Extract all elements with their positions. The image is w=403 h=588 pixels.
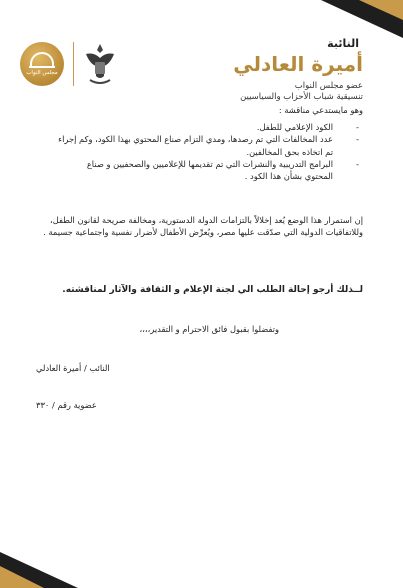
list-item: - عدد المخالفات التي تم رصدها، ومدي التزام صناع المحتوي بهذا الكود، وكم إجراء تم اتخاذه بحق المخالفين.	[58, 133, 333, 158]
title-prefix: النائبة	[327, 37, 359, 50]
list-item: - البرامج التدريبية والنشرات التي تم تقديمها للإعلاميين والصحفيين و صناع المحتوي بشأن هذا الكود .	[58, 158, 333, 183]
membership-number: عضوية رقم / ٣٣٠	[36, 400, 97, 410]
subtitle-coordination: تنسيقية شباب الأحزاب والسياسيين	[240, 92, 363, 102]
corner-accent-bottom-left	[0, 566, 44, 588]
intro-line: وهو مايستدعي مناقشة :	[278, 105, 363, 115]
list-item: - الكود الإعلامي للطفل.	[58, 121, 333, 133]
dome-icon	[30, 52, 54, 66]
body-paragraph: إن استمرار هذا الوضع يُعد إخلالاً بالتزامات الدولة الدستورية، ومخالفة صريحة لقانون الطفل، وللاتفاقيات الدولية التي صدّقت عليها مصر، ويُعرِّض الأطفال لأضرار نفسية واجتماعية جسيمة .	[43, 215, 363, 238]
subtitle-parliament-member: عضو مجلس النواب	[294, 81, 363, 91]
logo-base-line	[29, 66, 55, 68]
parliament-logo	[20, 42, 64, 86]
corner-accent-top-right	[359, 0, 403, 20]
signature-name: النائب / أميرة العادلي	[36, 363, 110, 373]
eagle-emblem-icon	[80, 40, 120, 88]
request-line: لــذلك أرجو إحالة الطلب الي لجنة الإعلام و الثقافة والآثار لمناقشته.	[62, 285, 363, 295]
deputy-name-title: أميرة العادلي	[233, 52, 363, 76]
header-divider	[73, 42, 74, 86]
closing-line: وتفضلوا بقبول فائق الاحترام و التقدير،،،،	[139, 324, 279, 334]
discussion-points-list	[58, 121, 333, 182]
logo-text: مجلس النواب	[26, 70, 58, 76]
